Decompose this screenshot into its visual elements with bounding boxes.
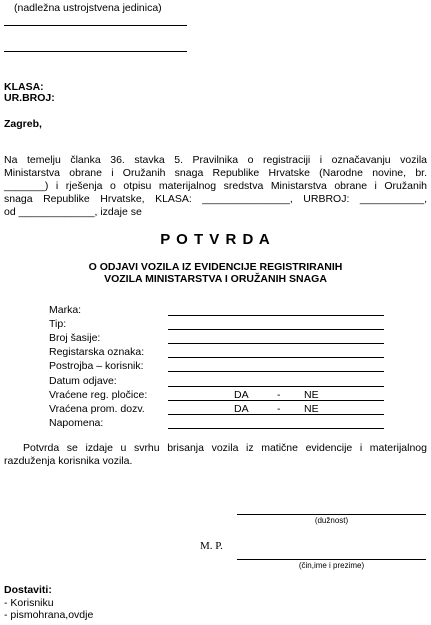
field-line	[168, 315, 384, 316]
name-caption: (čin,ime i prezime)	[298, 561, 365, 570]
intro-line-2: Ministarstva obrane i Oružanih snaga Republike Hrvatske (Narodne novine, br.	[4, 167, 427, 179]
field-label: Vraćena prom. dozv.	[49, 403, 145, 415]
field-line	[168, 371, 384, 372]
document-subtitle-1: O ODJAVI VOZILA IZ EVIDENCIJE REGISTRIRANIH	[88, 261, 343, 273]
field-line	[168, 343, 384, 344]
delivery-item: - Korisniku	[4, 597, 54, 609]
field-row-napomena	[49, 416, 409, 430]
field-line	[168, 428, 384, 429]
intro-line-4: snaga Republike Hrvatske, KLASA: _______________, URBROJ: ___________,	[4, 193, 427, 205]
field-label: Postrojba – korisnik:	[49, 360, 144, 372]
option-no: NE	[304, 403, 319, 415]
closing-line-1: Potvrda se izdaje u svrhu brisanja vozila iz matične evidencije i materijalnog	[23, 442, 427, 454]
document-subtitle-2: VOZILA MINISTARSTVA I ORUŽANIH SNAGA	[104, 273, 327, 285]
intro-line-5: od _____________, izdaje se	[4, 206, 142, 218]
field-label: Datum odjave:	[49, 375, 117, 387]
option-yes: DA	[234, 389, 249, 401]
closing-line-2: razduženja korisnika vozila.	[4, 455, 133, 467]
closing-paragraph	[4, 442, 427, 468]
field-row-tip	[49, 317, 409, 331]
unit-line-1	[4, 25, 187, 26]
field-label: Vraćene reg. pločice:	[49, 389, 148, 401]
field-row-vracene-plocice	[49, 388, 409, 402]
place-label: Zagreb,	[4, 118, 42, 130]
field-label: Marka:	[49, 304, 82, 316]
field-row-vracena-dozvola	[49, 402, 409, 416]
option-dash: -	[277, 389, 281, 401]
field-line	[168, 400, 384, 401]
field-line	[168, 414, 384, 415]
field-label: Broj šasije:	[49, 332, 101, 344]
option-yes: DA	[234, 403, 249, 415]
duty-caption: (dužnost)	[314, 516, 349, 525]
intro-line-1: Na temelju članka 36. stavka 5. Pravilnika o registraciji i označavanju vozila	[4, 154, 427, 166]
intro-paragraph	[4, 154, 427, 219]
delivery-item: - pismohrana,ovdje	[4, 609, 94, 621]
field-row-datum-odjave	[49, 374, 409, 388]
klasa-label: KLASA:	[4, 81, 44, 93]
field-line	[168, 386, 384, 387]
stamp-label: M. P.	[200, 540, 223, 552]
option-no: NE	[304, 389, 319, 401]
document-title: P O T V R D A	[160, 231, 271, 248]
urbroj-label: UR.BROJ:	[4, 92, 55, 104]
field-line	[168, 329, 384, 330]
option-dash: -	[277, 403, 281, 415]
duty-line	[237, 514, 426, 515]
field-label: Napomena:	[49, 417, 104, 429]
field-row-registarska-oznaka	[49, 345, 409, 359]
field-label: Tip:	[49, 318, 67, 330]
field-row-marka	[49, 303, 409, 317]
field-line	[168, 357, 384, 358]
unit-caption: (nadležna ustrojstvena jedinica)	[14, 2, 162, 14]
intro-line-3: _______) i rješenja o otpisu materijalnog sredstva Ministarstva obrane i Oružanih	[4, 180, 427, 192]
delivery-heading: Dostaviti:	[4, 584, 52, 596]
field-label: Registarska oznaka:	[49, 346, 145, 358]
unit-line-2	[4, 51, 187, 52]
field-row-broj-sasije	[49, 331, 409, 345]
field-row-postrojba	[49, 359, 409, 373]
name-line	[237, 559, 426, 560]
